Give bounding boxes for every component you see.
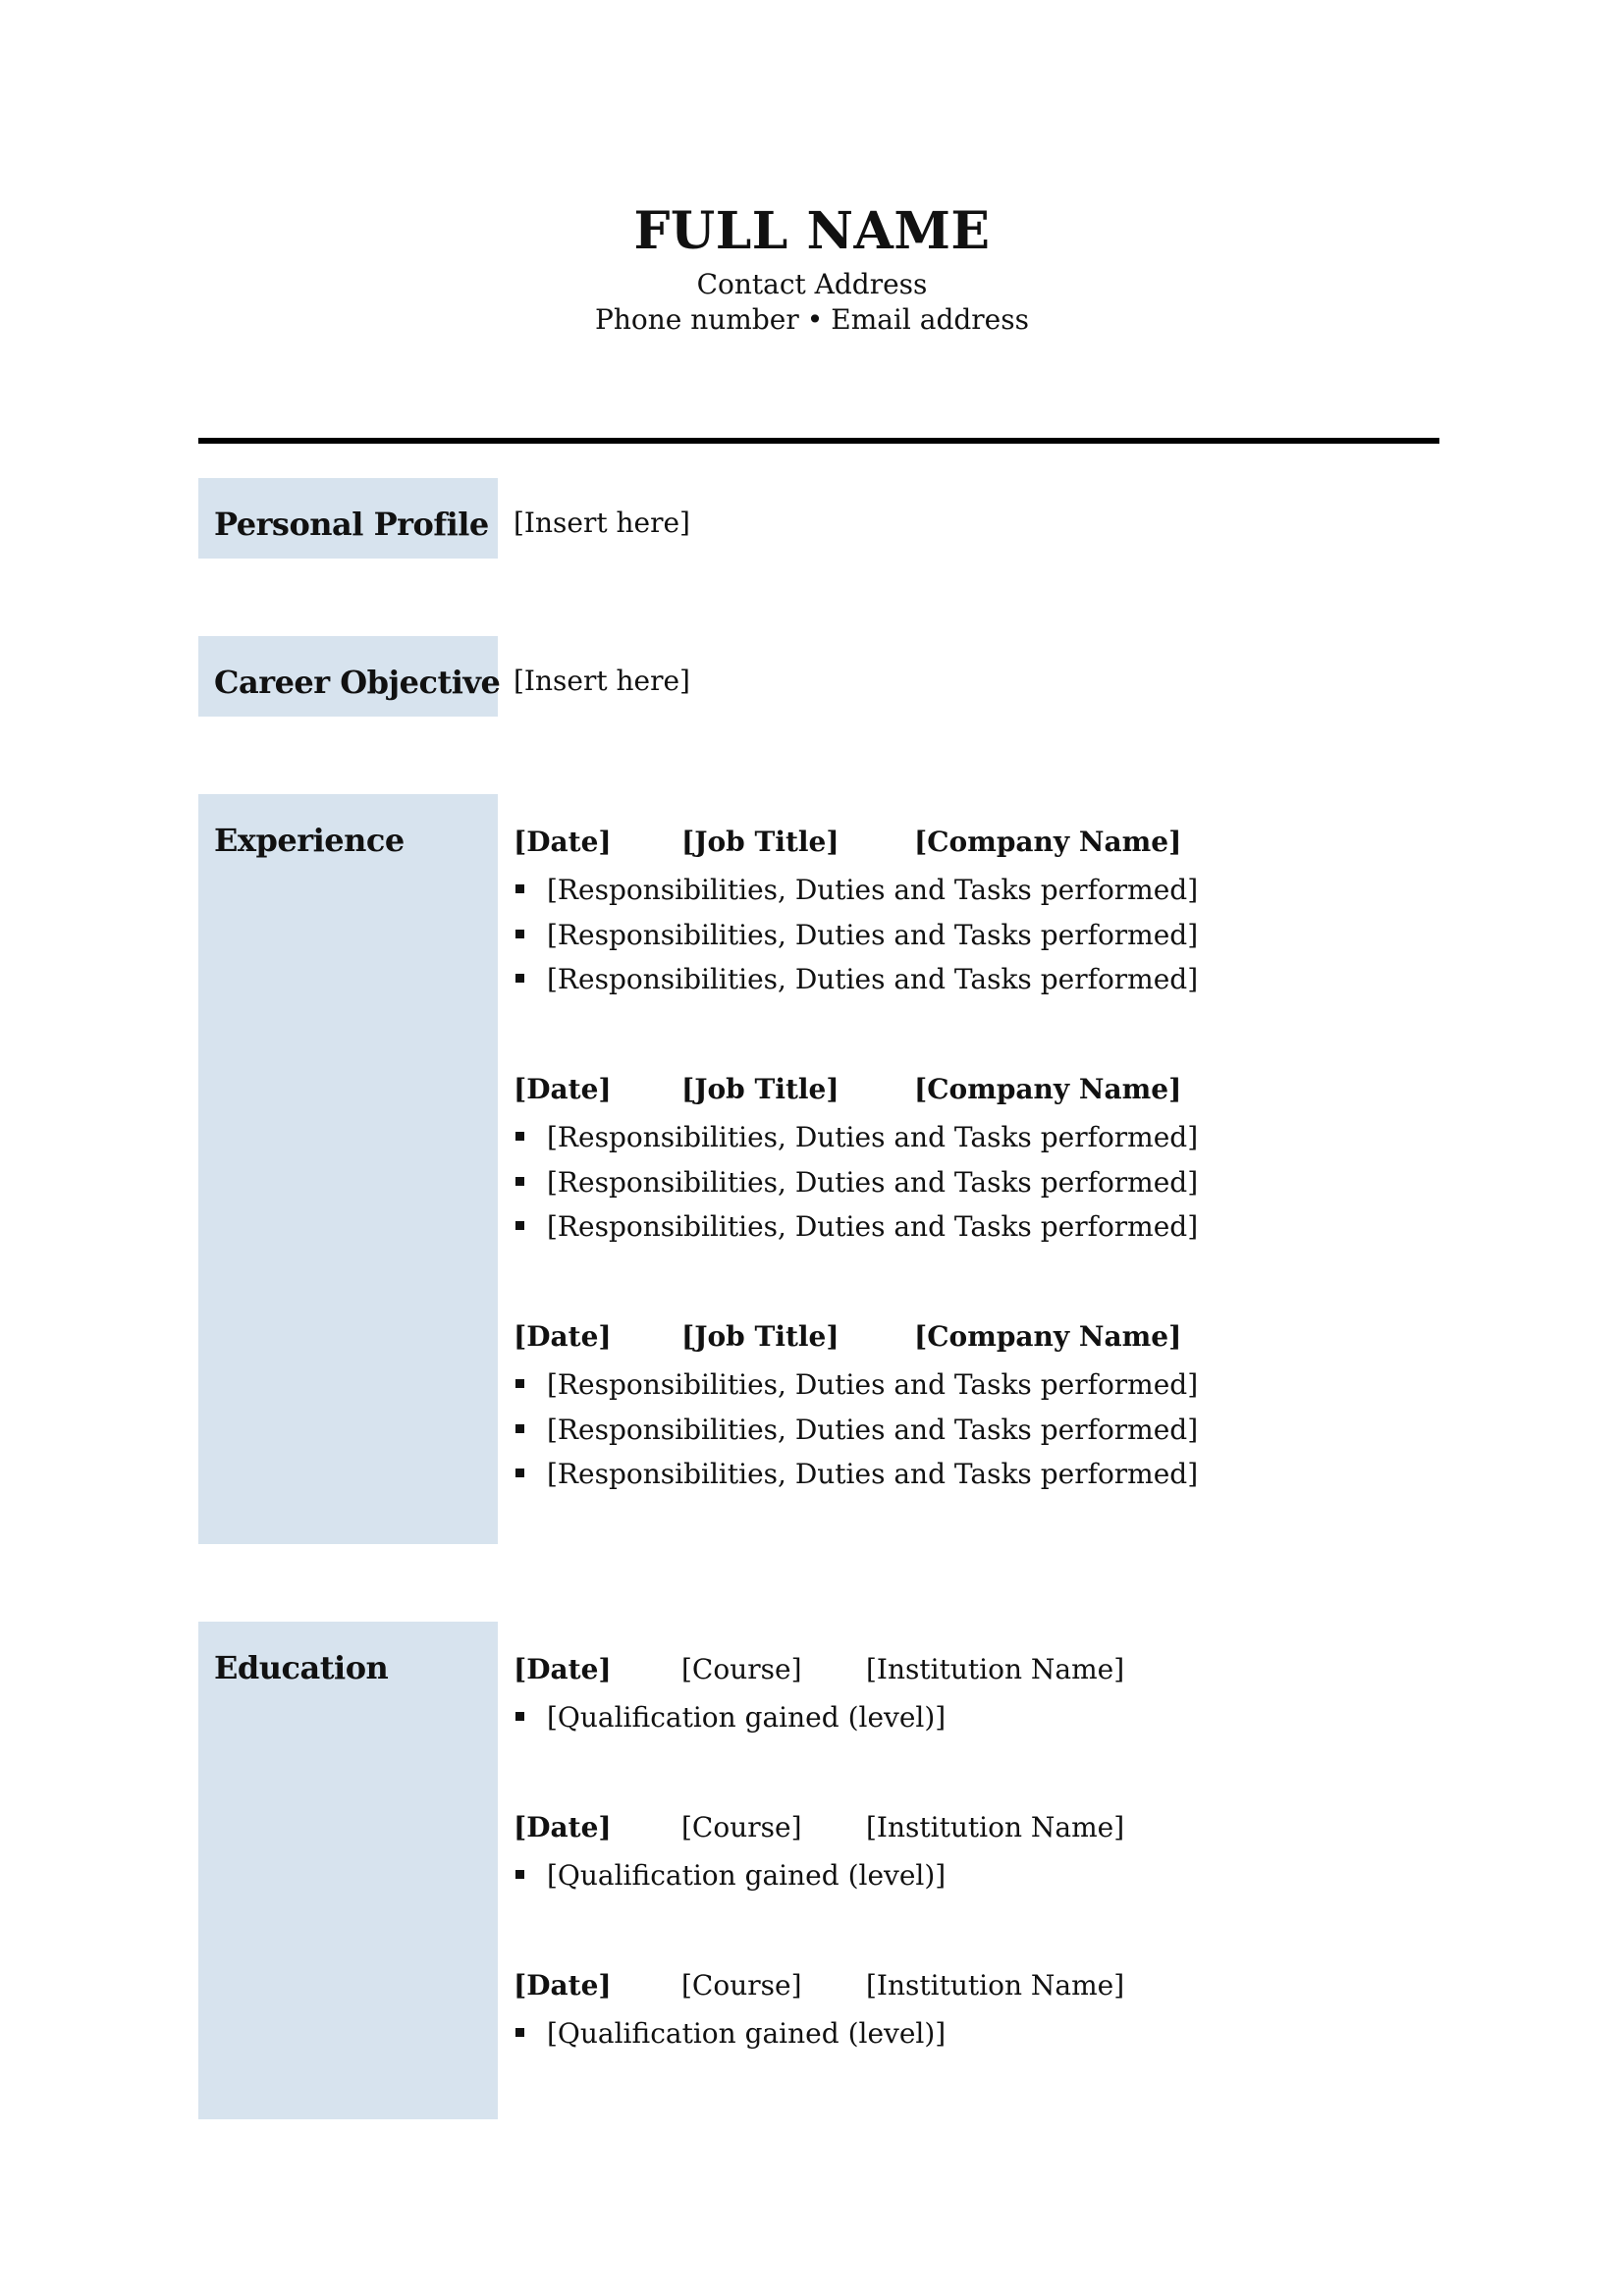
education-date: [Date] — [514, 1969, 612, 2002]
course: [Course] — [681, 1653, 802, 1685]
qualification-text: [Qualification gained (level)] — [547, 1701, 947, 1734]
institution-name: [Institution Name] — [866, 1969, 1125, 2002]
square-bullet-icon — [515, 1468, 524, 1477]
full-name: FULL NAME — [633, 201, 991, 261]
career-objective-label: Career Objective — [214, 664, 501, 701]
responsibility-text: [Responsibilities, Duties and Tasks performed] — [547, 874, 1199, 906]
job-title: [Job Title] — [681, 826, 839, 858]
experience-label: Experience — [214, 822, 405, 859]
contact-address: Contact Address — [696, 268, 928, 300]
qualifications-list — [514, 1695, 1299, 1740]
header-divider — [198, 438, 1439, 444]
contact-details — [0, 302, 1624, 338]
personal-profile-label: Personal Profile — [214, 506, 489, 543]
qualification-text: [Qualification gained (level)] — [547, 1859, 947, 1892]
personal-profile-text: [Insert here] — [514, 507, 690, 539]
education-date: [Date] — [514, 1811, 612, 1843]
experience-date: [Date] — [514, 1320, 612, 1353]
career-objective-text: [Insert here] — [514, 665, 690, 697]
square-bullet-icon — [515, 884, 524, 893]
list-item — [514, 2011, 1299, 2056]
responsibility-text: [Responsibilities, Duties and Tasks performed] — [547, 1368, 1199, 1401]
list-item — [514, 1452, 1299, 1497]
qualifications-list — [514, 2011, 1299, 2056]
square-bullet-icon — [515, 974, 524, 983]
square-bullet-icon — [515, 1424, 524, 1433]
job-title: [Job Title] — [681, 1320, 839, 1353]
responsibility-text: [Responsibilities, Duties and Tasks performed] — [547, 1413, 1199, 1446]
square-bullet-icon — [515, 930, 524, 938]
responsibility-text: [Responsibilities, Duties and Tasks performed] — [547, 1210, 1199, 1243]
qualifications-list — [514, 1853, 1299, 1898]
qualification-text: [Qualification gained (level)] — [547, 2017, 947, 2050]
institution-name: [Institution Name] — [866, 1653, 1125, 1685]
square-bullet-icon — [515, 2028, 524, 2037]
square-bullet-icon — [515, 1132, 524, 1141]
course: [Course] — [681, 1969, 802, 2002]
course: [Course] — [681, 1811, 802, 1843]
responsibilities-list — [514, 1362, 1299, 1497]
education-label: Education — [214, 1649, 389, 1686]
education-entry-header — [514, 1966, 1299, 2005]
experience-date: [Date] — [514, 1073, 612, 1105]
company-name: [Company Name] — [914, 1320, 1182, 1353]
experience-entry-header — [514, 1317, 1299, 1357]
education-date: [Date] — [514, 1653, 612, 1685]
experience-entry-header — [514, 1070, 1299, 1109]
job-title: [Job Title] — [681, 1073, 839, 1105]
square-bullet-icon — [515, 1379, 524, 1388]
list-item — [514, 1362, 1299, 1408]
education-entry-header — [514, 1808, 1299, 1847]
list-item — [514, 1160, 1299, 1205]
responsibility-text: [Responsibilities, Duties and Tasks performed] — [547, 918, 1199, 951]
company-name: [Company Name] — [914, 826, 1182, 858]
career-objective-label-box — [198, 636, 501, 717]
square-bullet-icon — [515, 1870, 524, 1879]
responsibility-text: [Responsibilities, Duties and Tasks performed] — [547, 963, 1199, 995]
list-item — [514, 913, 1299, 958]
responsibilities-list — [514, 1115, 1299, 1250]
experience-entry — [514, 1070, 1299, 1250]
experience-label-box — [198, 794, 498, 1544]
responsibility-text: [Responsibilities, Duties and Tasks performed] — [547, 1458, 1199, 1490]
responsibility-text: [Responsibilities, Duties and Tasks performed] — [547, 1121, 1199, 1153]
contact-separator: • — [806, 303, 824, 336]
square-bullet-icon — [515, 1712, 524, 1721]
experience-entry — [514, 1317, 1299, 1497]
list-item — [514, 957, 1299, 1002]
phone-number: Phone number — [595, 303, 799, 336]
list-item — [514, 1408, 1299, 1453]
list-item — [514, 1204, 1299, 1250]
list-item — [514, 868, 1299, 913]
resume-header — [0, 196, 1624, 338]
institution-name: [Institution Name] — [866, 1811, 1125, 1843]
responsibility-text: [Responsibilities, Duties and Tasks performed] — [547, 1165, 1199, 1199]
experience-entry-header — [514, 823, 1299, 862]
education-entry — [514, 1650, 1299, 1740]
experience-entry — [514, 823, 1299, 1002]
list-item — [514, 1115, 1299, 1160]
list-item — [514, 1695, 1299, 1740]
personal-profile-label-box — [198, 478, 498, 559]
education-entry — [514, 1966, 1299, 2056]
square-bullet-icon — [515, 1221, 524, 1230]
email-address: Email address — [831, 303, 1029, 336]
list-item — [514, 1853, 1299, 1898]
square-bullet-icon — [515, 1177, 524, 1186]
experience-date: [Date] — [514, 826, 612, 858]
education-entry — [514, 1808, 1299, 1898]
company-name: [Company Name] — [914, 1073, 1182, 1105]
education-label-box — [198, 1622, 498, 2119]
responsibilities-list — [514, 868, 1299, 1002]
education-entry-header — [514, 1650, 1299, 1689]
